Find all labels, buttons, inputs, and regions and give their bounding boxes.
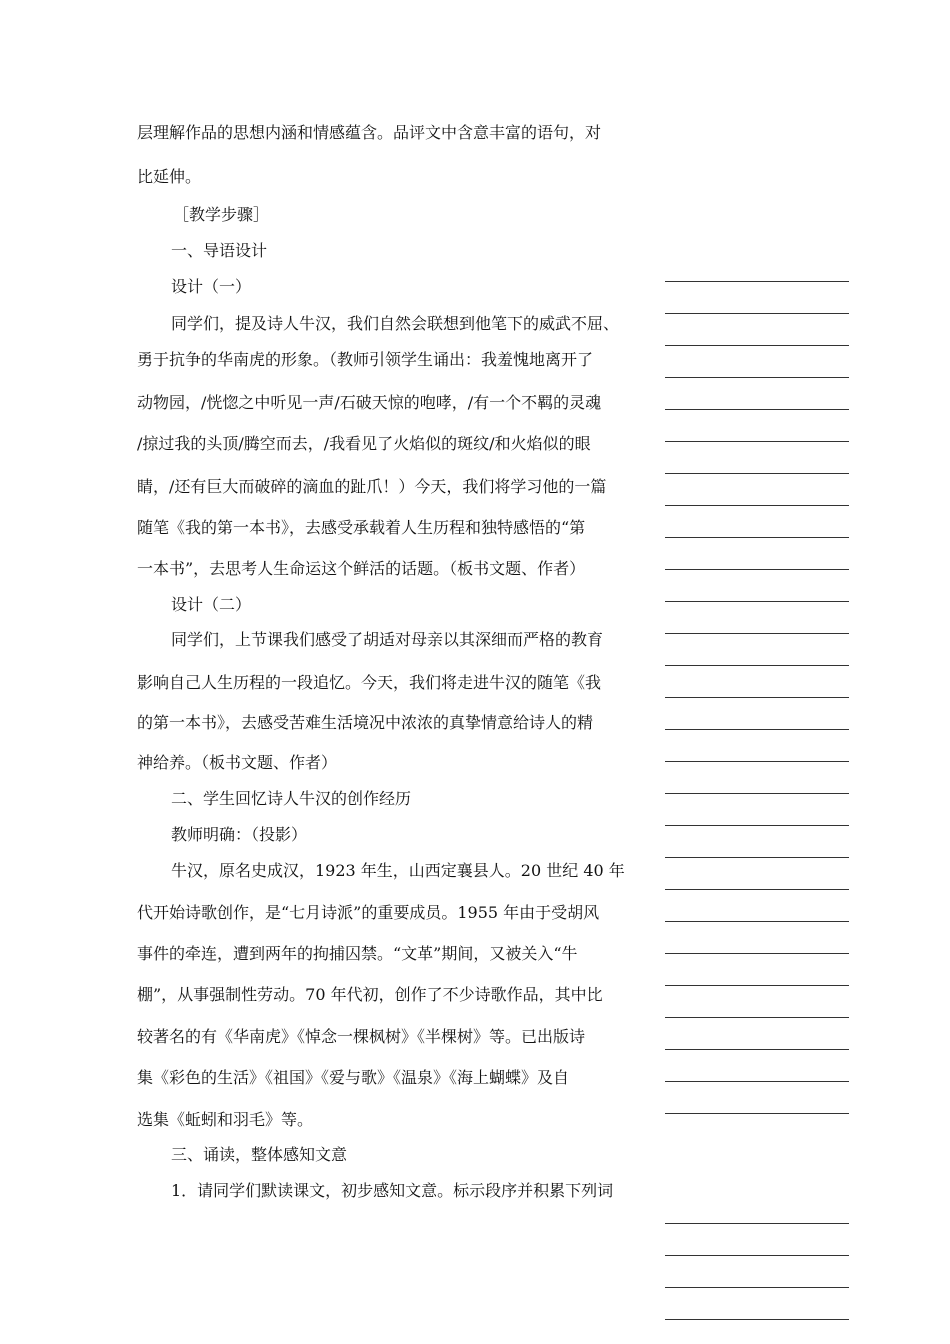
note-line xyxy=(665,1319,849,1320)
note-line xyxy=(665,1081,849,1082)
note-line xyxy=(665,697,849,698)
paragraph-line: 睛，/还有巨大而破碎的滴血的趾爪！）今天，我们将学习他的一篇 xyxy=(137,477,607,496)
note-line xyxy=(665,857,849,858)
note-line xyxy=(665,1287,849,1288)
note-line xyxy=(665,1113,849,1114)
paragraph-line: 代开始诗歌创作，是“七月诗派”的重要成员。1955 年由于受胡风 xyxy=(137,903,600,922)
paragraph-line: 棚”，从事强制性劳动。70 年代初，创作了不少诗歌作品，其中比 xyxy=(137,985,603,1004)
heading-author-review: 二、学生回忆诗人牛汉的创作经历 xyxy=(171,789,412,808)
note-line xyxy=(665,377,849,378)
paragraph-line: /掠过我的头顶/腾空而去，/我看见了火焰似的斑纹/和火焰似的眼 xyxy=(137,434,591,453)
note-line xyxy=(665,601,849,602)
note-line xyxy=(665,761,849,762)
note-line xyxy=(665,985,849,986)
paragraph-line: 一本书”，去思考人生命运这个鲜活的话题。（板书文题、作者） xyxy=(137,559,586,578)
note-line xyxy=(665,1223,849,1224)
note-line xyxy=(665,345,849,346)
note-line xyxy=(665,505,849,506)
note-line xyxy=(665,537,849,538)
note-line xyxy=(665,825,849,826)
paragraph-line: 1．请同学们默读课文，初步感知文意。标示段序并积累下列词 xyxy=(171,1181,614,1200)
note-line xyxy=(665,1049,849,1050)
paragraph-line: 较著名的有《华南虎》《悼念一棵枫树》《半棵树》等。已出版诗 xyxy=(137,1027,586,1046)
note-lines-column xyxy=(665,0,849,1344)
note-line xyxy=(665,953,849,954)
note-line xyxy=(665,665,849,666)
note-line xyxy=(665,1017,849,1018)
heading-intro-design: 一、导语设计 xyxy=(171,241,268,260)
paragraph-line: 的第一本书》，去感受苦难生活境况中浓浓的真挚情意给诗人的精 xyxy=(137,713,594,732)
paragraph-line: 神给养。（板书文题、作者） xyxy=(137,753,338,772)
note-line xyxy=(665,313,849,314)
note-line xyxy=(665,569,849,570)
subheading-design-1: 设计（一） xyxy=(171,277,252,296)
note-line xyxy=(665,921,849,922)
heading-reading: 三、诵读，整体感知文意 xyxy=(171,1145,348,1164)
paragraph-line: 同学们，提及诗人牛汉，我们自然会联想到他笔下的威武不屈、 xyxy=(171,314,620,333)
note-line xyxy=(665,729,849,730)
section-label-steps: ［教学步骤］ xyxy=(173,205,270,224)
note-line xyxy=(665,889,849,890)
paragraph-line: 牛汉，原名史成汉，1923 年生，山西定襄县人。20 世纪 40 年 xyxy=(171,861,625,880)
paragraph-line-2: 比延伸。 xyxy=(137,167,202,186)
subheading-teacher-note: 教师明确：（投影） xyxy=(171,825,308,844)
note-line xyxy=(665,473,849,474)
note-line xyxy=(665,281,849,282)
paragraph-line: 勇于抗争的华南虎的形象。（教师引领学生诵出：我羞愧地离开了 xyxy=(137,350,594,369)
paragraph-line: 影响自己人生历程的一段追忆。今天，我们将走进牛汉的随笔《我 xyxy=(137,673,602,692)
paragraph-line: 同学们，上节课我们感受了胡适对母亲以其深细而严格的教育 xyxy=(171,630,604,649)
paragraph-line: 集《彩色的生活》《祖国》《爱与歌》《温泉》《海上蝴蝶》及自 xyxy=(137,1068,570,1087)
paragraph-line: 动物园，/恍惚之中听见一声/石破天惊的咆哮，/有一个不羁的灵魂 xyxy=(137,393,602,412)
note-line xyxy=(665,793,849,794)
note-line xyxy=(665,409,849,410)
paragraph-line: 事件的牵连，遭到两年的拘捕囚禁。“文革”期间，又被关入“牛 xyxy=(137,944,578,963)
note-line xyxy=(665,441,849,442)
subheading-design-2: 设计（二） xyxy=(171,595,252,614)
note-line xyxy=(665,633,849,634)
paragraph-line: 选集《蚯蚓和羽毛》等。 xyxy=(137,1110,314,1129)
note-line xyxy=(665,1255,849,1256)
paragraph-line-1: 层理解作品的思想内涵和情感蕴含。品评文中含意丰富的语句，对 xyxy=(137,123,602,142)
paragraph-line: 随笔《我的第一本书》，去感受承载着人生历程和独特感悟的“第 xyxy=(137,518,586,537)
